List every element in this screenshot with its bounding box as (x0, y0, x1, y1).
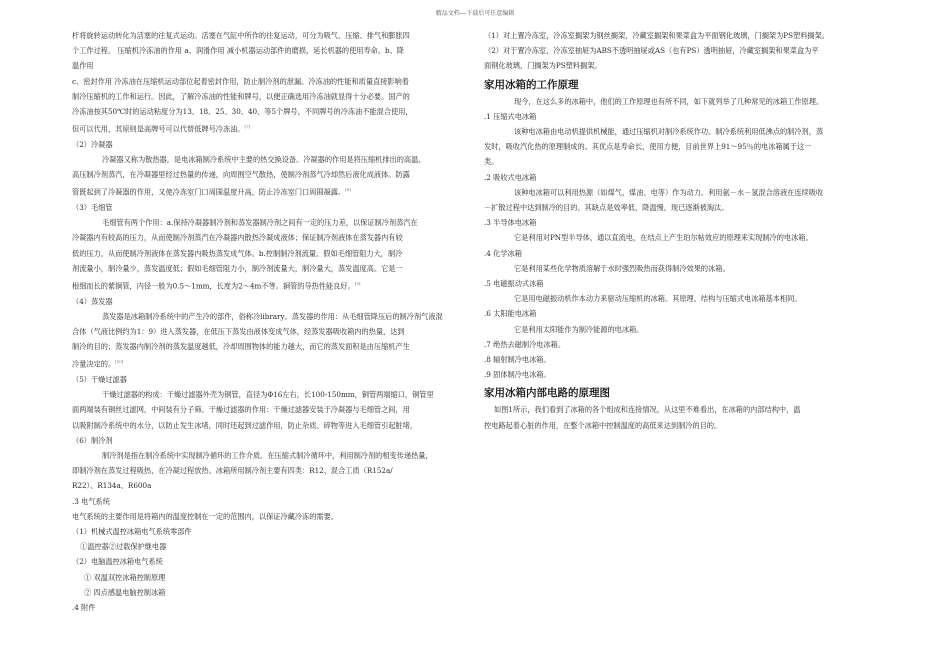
text-line: 即制冷剂在蒸发过程吸热，在冷凝过程放热。冰箱所用制冷剂主要有四类：R12、混合工质（R152a/ (72, 466, 393, 476)
text-line: c、密封作用 冷冻油在压缩机运动部位起着密封作用，防止制冷剂的泄漏。冷冻油的性能和质量直接影响着 (72, 76, 409, 86)
text-line: 温作用 (72, 61, 94, 71)
text-line: 管既起到了冷凝器的作用，又使冷冻室门口周围温度升高，防止冷冻室门口周围凝露。[8] (72, 187, 351, 197)
footnote-ref: [7] (244, 124, 251, 130)
subsection-title: （6）制冷剂 (72, 435, 113, 445)
text-line: 它是利用太阳能作为制冷能源的电冰箱。 (514, 324, 644, 334)
footnote-ref: [10] (115, 359, 124, 365)
subsection-title: .2 吸收式电冰箱 (484, 172, 537, 182)
text-line: 它是利用对PN型半导体，通以直流电，在结点上产生珀尔帖效应的原理来实现制冷的电冰箱。 (514, 233, 813, 243)
section-title: .3 电气系统 (72, 496, 110, 506)
text-line: 它是利用某些化学物质溶解于水时强烈吸热而获得制冷效果的冰箱。 (514, 263, 730, 273)
text-line: 现今，在这么多的冰箱中，他们的工作原理也有所不同，如下就列举了几种常见的冰箱工作原理。 (514, 96, 824, 106)
text-line: 冷量决定的。[10] (72, 359, 124, 369)
text-line: 但可以代用，其原则是高牌号可以代替低牌号冷冻油。[7] (72, 124, 251, 134)
subsection-title: .8 辐射制冷电冰箱。 (484, 355, 551, 365)
text-line: 以吸附制冷系统中的水分，以防止发生冰堵，同时还起到过滤作用，防止杂质、碎物等进入毛细管引起脏堵。 (72, 420, 418, 430)
text-line: 蒸发器是冰箱制冷系统中的产生冷的部件，俗称冷library。蒸发器的作用：从毛细管降压后的制冷剂气液混 (102, 311, 443, 321)
text-line: 冷冻油按其50℃时的运动粘度分为13、18、25、30、40、等5个牌号，不同牌号的冷冻油不能混合使用， (72, 107, 413, 117)
text-line: （1）对上置冷冻室，冷冻室搁架为钢丝搁架，冷藏室搁架和果菜盒为平面钢化玻璃，门搁架为PS塑料搁架。 (484, 31, 829, 40)
subsection-title: .9 固体制冷电冰箱。 (484, 370, 551, 380)
section-title: .4 附件 (72, 603, 96, 613)
text-line: 发时，吸收汽化热的原理制成的。其优点是寿命长，使用方便，目前世界上91～95％的电冰箱属于这一 (484, 142, 812, 152)
text-line: 它是用电磁振动机作本动力来驱动压缩机的冰箱。其原理、结构与压缩式电冰箱基本相同。 (514, 294, 802, 304)
subsection-title: .3 半导体电冰箱 (484, 218, 537, 228)
subsection-title: （1）机械式温控冰箱电气系统零部件 (72, 527, 192, 537)
text-line: 冷凝器又称为散热器，是电冰箱制冷系统中主要的热交换设备。冷凝器的作用是将压缩机排出的高温、 (102, 155, 426, 165)
text-line: 剂流量小，制冷量少，蒸发温度低；假如毛细管阻力小，制冷剂流量大，制冷量大，蒸发温度高。它是一 (72, 263, 403, 273)
text-line: 电气系统的主要作用是将箱内的温度控制在一定的范围内，以保证冷藏冷冻的需要。 (72, 511, 338, 521)
text-line: 个工作过程。 压缩机冷冻油的作用 a、润滑作用 减小机器运动部件的磨损，延长机器的使用寿命。b、降 (72, 46, 404, 56)
subsection-title: .5 电磁振动式冰箱 (484, 279, 544, 289)
section-heading: 家用冰箱内部电路的原理图 (484, 387, 610, 400)
subsection-title: （3）毛细管 (72, 203, 113, 213)
list-item: ② 四点感温电脑控制冰箱 (84, 587, 166, 597)
text-line: 合体（气液比例约为1：9）进入蒸发器，在低压下蒸发由液体变成气体，经蒸发器吸收箱内的热量，达到 (72, 327, 405, 337)
list-item: ① 双温双控冰箱控制原理 (84, 572, 166, 582)
text-line: 高压制冷剂蒸汽，在冷凝器里经过热量的传递，向周围空气散热，使制冷剂蒸气冷却然后液化成液体。防露 (72, 170, 410, 180)
text-line: 冷凝器内有较高的压力，从而使制冷剂蒸汽在冷凝器内散热冷凝成液体；保证制冷剂液体在蒸发器内有较 (72, 233, 403, 243)
footnote-ref: [8] (345, 187, 351, 193)
subsection-title: （4）蒸发器 (72, 296, 113, 306)
text-line: 根细而长的紫铜管，内径一般为0.5～1mm，长度为2～4m不等。铜管的导热性能良好。[9] (72, 281, 361, 291)
text-line: 干燥过滤器的构成：干燥过滤器外壳为铜管，直径为Φ16左右，长100-150mm，铜管两端缩口，铜管里 (102, 390, 434, 400)
right-column (484, 28, 880, 433)
text-line: －扩散过程中达到制冷的目的。其缺点是效率低，降温慢，现已逐渐被淘汰。 (484, 203, 729, 213)
text-line: R22）、R134a、R600a (72, 481, 152, 491)
subsection-title: .1 压缩式电冰箱 (484, 111, 537, 121)
subsection-title: .6 太阳能电冰箱 (484, 309, 537, 319)
footnote-ref: [9] (354, 281, 361, 287)
text-line: 面钢化玻璃，门搁架为PS塑料搁架。 (484, 61, 602, 71)
section-heading: 家用冰箱的工作原理 (484, 78, 579, 91)
subsection-title: （2）冷凝器 (72, 139, 113, 149)
text-line: 制冷剂是指在制冷系统中实现制冷循环的工作介质。在压缩式制冷循环中，利用制冷剂的相变传递热量， (102, 451, 433, 461)
text-line: 控电路起着心脏的作用，在整个冰箱中控制温度的高低来达到制冷的目的。 (484, 420, 722, 430)
text-line: 面两端装有铜丝过滤网，中间装有分子筛。干燥过滤器的作用：干燥过滤器安装于冷凝器与毛细管之间，用 (72, 405, 410, 415)
subsection-title: （5）干燥过滤器 (72, 375, 127, 385)
text-line: 毛细管有两个作用：a.保持冷凝器制冷剂和蒸发器制冷剂之间有一定的压力差，以保证制冷剂蒸汽在 (102, 218, 418, 228)
text-line: 杆将旋转运动转化为活塞的往复式运动。活塞在气缸中所作的往复运动，可分为吸气、压缩、排气和膨胀四 (72, 31, 410, 40)
text-line: 制冷压缩机的工作和运行。因此，了解冷冻油的性能和牌号，以便正确选用冷冻油就显得十分必要。国产的 (72, 91, 410, 101)
subsection-title: .4 化学冰箱 (484, 248, 522, 258)
list-item: ①温控器②过载保护继电器 (80, 542, 167, 552)
left-column (72, 28, 472, 615)
text-line: 该种电冰箱由电动机提供机械能，通过压缩机对制冷系统作功。制冷系统利用低沸点的制冷剂，蒸 (514, 127, 824, 137)
page-header: 精品文档---下载后可任意编辑 (435, 10, 515, 17)
subsection-title: .7 绝热去磁制冷电冰箱。 (484, 339, 566, 349)
text-line: 如图1所示，我们看到了冰箱的各个组成和连接情况，从这里不难看出，在冰箱的内部结构中，温 (494, 405, 801, 415)
text-line: 制冷的目的；蒸发器内制冷剂的蒸发温度越低，冷却周围物体的能力越大，而它的蒸发面积是由压缩机产生 (72, 342, 410, 352)
text-line: 该种电冰箱可以利用热源（如煤气、煤油、电等）作为动力。利用氨－水－氢混合溶液在连续吸收 (514, 187, 824, 197)
text-line: （2）对于置冷冻室，冷冻室抽屉为ABS不透明抽屉或AS（也有PS）透明抽屉，冷藏室搁架和果菜盒为平 (484, 46, 819, 56)
text-line: 低的压力，从而使制冷剂液体在蒸发器内吸热蒸发成气体。b.控制制冷剂流量。假如毛细管阻力大，制冷 (72, 248, 403, 258)
subsection-title: （2）电脑温控冰箱电气系统 (72, 557, 163, 567)
text-line: 类。 (484, 157, 499, 167)
